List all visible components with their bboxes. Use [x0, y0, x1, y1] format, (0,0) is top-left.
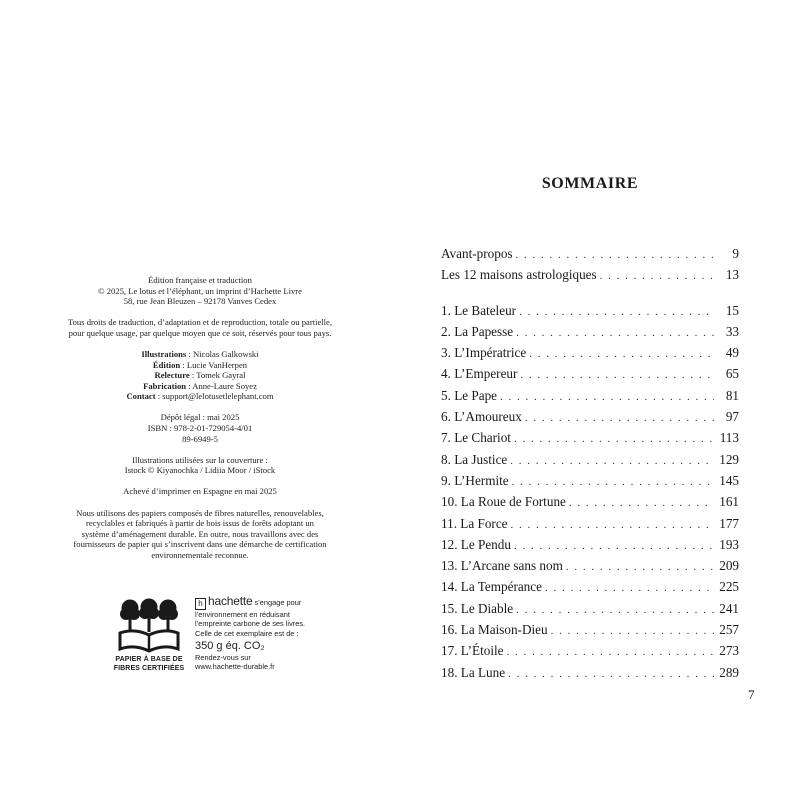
- dot-leader: [507, 646, 714, 658]
- toc-entry: [441, 366, 739, 387]
- commitment-text: Celle de cet exemplaire est de :: [195, 628, 299, 638]
- dot-leader: [514, 433, 714, 445]
- toc-entry-page: 161: [719, 494, 739, 510]
- toc-entry-page: 9: [732, 246, 739, 261]
- trees-book-icon: [118, 597, 180, 653]
- isbn: ISBN : 978-2-01-729054-4/01: [147, 423, 253, 434]
- printed-block: [14, 486, 386, 497]
- dot-leader: [516, 327, 714, 339]
- logo-caption-line: FIBRES CERTIFIÉES: [113, 665, 185, 672]
- paper-line: recyclables et fabriqués à partir de bois issus de forêts adoptant un: [86, 518, 314, 529]
- paper-line: fournisseurs de papier qui s’inscrivent dans une démarche de certification: [73, 539, 327, 550]
- rights-line: pour quelque usage, par quelque moyen que ce soit, réservés pour tous pays.: [68, 327, 332, 338]
- toc-entry-label: 12. Le Pendu: [441, 536, 511, 552]
- toc-entry: [441, 388, 739, 409]
- toc-entry-page: 65: [725, 366, 739, 382]
- dot-leader: [500, 391, 714, 403]
- dot-leader: [511, 519, 714, 531]
- printed-line: Achevé d’imprimer en Espagne en mai 2025: [123, 486, 277, 497]
- toc-entry-page: 81: [725, 387, 739, 403]
- credit-role: Édition: [152, 359, 181, 370]
- toc-entry-page: 289: [719, 664, 739, 680]
- certified-fibres-logo: [108, 597, 190, 683]
- edition-block: [14, 275, 386, 307]
- dot-leader: [525, 412, 714, 424]
- toc-entry: [441, 345, 739, 366]
- dot-leader: [516, 604, 714, 616]
- toc-entry-page: 193: [719, 536, 739, 552]
- toc-entry: [441, 516, 739, 537]
- logo-caption: [108, 655, 190, 673]
- dot-leader: [551, 625, 714, 637]
- dot-leader: [508, 668, 714, 680]
- toc-entry: [441, 246, 739, 267]
- print-code: 89-6949-5: [182, 433, 218, 444]
- cover-credit-line: Illustrations utilisées sur la couverture :: [132, 454, 268, 465]
- credit-name: : support@lelotusetlelephant.com: [155, 391, 274, 402]
- paper-line: environnementale reconnue.: [151, 549, 249, 560]
- credit-role: Fabrication: [143, 380, 187, 391]
- dot-leader: [516, 249, 714, 261]
- toc-entry-label: 14. La Tempérance: [441, 579, 542, 595]
- eco-label: [108, 594, 338, 687]
- toc-entry-page: 257: [719, 622, 739, 638]
- toc-entry-label: 18. La Lune: [441, 664, 506, 680]
- toc-entry-label: 8. La Justice: [441, 451, 508, 467]
- contents-page: [400, 0, 800, 800]
- toc-entry-label: Les 12 maisons astrologiques: [441, 267, 597, 283]
- toc-entry: [441, 473, 739, 494]
- credit-name: : Lucie VanHerpen: [180, 359, 248, 370]
- credit-role: Contact: [126, 391, 156, 402]
- toc-entry-page: 209: [719, 558, 739, 574]
- toc-entry-label: 4. L’Empereur: [441, 366, 518, 382]
- toc-entry: [441, 303, 739, 324]
- toc-entry-page: 129: [719, 451, 739, 467]
- toc-entry-page: 273: [719, 643, 739, 659]
- toc-entry-page: 241: [719, 600, 739, 616]
- toc-entry: [441, 579, 739, 600]
- credit-line: [14, 391, 386, 402]
- toc-entry-page: 145: [719, 472, 739, 488]
- toc-entry-label: Avant-propos: [441, 246, 513, 261]
- hachette-logo: hachette: [208, 594, 253, 608]
- toc-entry-page: 33: [725, 323, 739, 339]
- toc-entry-label: 7. Le Chariot: [441, 430, 511, 446]
- dot-leader: [600, 270, 714, 282]
- toc-entry-page: 113: [719, 430, 739, 446]
- toc-entry: [441, 622, 739, 643]
- toc-entry-page: 97: [725, 409, 739, 425]
- brand-row: [195, 594, 335, 610]
- toc-entry: [441, 601, 739, 622]
- hachette-logo-mark: h: [195, 598, 206, 610]
- toc-entry: [441, 643, 739, 664]
- toc-entry-page: 13: [725, 267, 739, 283]
- credit-line: [14, 381, 386, 392]
- toc-entry: [441, 452, 739, 473]
- toc-entry-label: 16. La Maison-Dieu: [441, 622, 548, 638]
- toc-entry-label: 5. Le Pape: [441, 387, 498, 403]
- toc-entry: [441, 324, 739, 345]
- toc-entry-label: 11. La Force: [441, 515, 508, 531]
- toc-entry: [441, 537, 739, 558]
- toc-entry-label: 10. La Roue de Fortune: [441, 494, 566, 510]
- cover-credit-line: Istock © Kiyanochka / Lidiia Moor / iStock: [124, 465, 276, 476]
- dot-leader: [514, 540, 714, 552]
- legal-deposit: Dépôt légal : mai 2025: [160, 412, 240, 423]
- toc-entry: [441, 267, 739, 288]
- toc-entry-label: 13. L’Arcane sans nom: [441, 558, 563, 574]
- toc-entry: [441, 558, 739, 579]
- toc-entry: [441, 665, 739, 686]
- logo-caption-line: PAPIER À BASE DE: [115, 656, 183, 663]
- paper-line: système d’aménagement durable. En outre, nous travaillons avec des: [81, 528, 319, 539]
- toc-entry: [441, 430, 739, 451]
- rights-block: [14, 317, 386, 338]
- cover-credits: [14, 455, 386, 476]
- toc-entry-label: 2. La Papesse: [441, 323, 514, 339]
- legal-block: [14, 412, 386, 444]
- toc-entry: [441, 494, 739, 515]
- credit-name: : Anne-Laure Soyez: [186, 380, 257, 391]
- toc-entry-label: 3. L’Impératrice: [441, 345, 527, 361]
- dot-leader: [512, 476, 714, 488]
- dot-leader: [510, 455, 714, 467]
- commitment-text: s’engage pour: [254, 598, 302, 607]
- colophon: [14, 275, 386, 571]
- page-title: SOMMAIRE: [541, 175, 639, 192]
- credit-line: [14, 349, 386, 360]
- commitment-text: Rendez-vous sur: [195, 652, 251, 662]
- toc-entry-page: 225: [719, 579, 739, 595]
- dot-leader: [545, 582, 714, 594]
- hachette-commitment: [195, 594, 335, 672]
- toc-entry-label: 6. L’Amoureux: [441, 409, 522, 425]
- commitment-text: l’empreinte carbone de ses livres.: [195, 619, 306, 629]
- toc-entry-label: 15. Le Diable: [441, 600, 514, 616]
- toc-entry-label: 17. L’Étoile: [441, 643, 504, 659]
- dot-leader: [520, 369, 714, 381]
- edition-line: 58, rue Jean Bleuzen – 92178 Vanves Cedex: [123, 296, 277, 307]
- website-link: www.hachette-durable.fr: [195, 662, 275, 672]
- paper-block: [14, 508, 386, 561]
- rights-line: Tous droits de traduction, d’adaptation et de reproduction, totale ou partielle,: [67, 317, 333, 328]
- credits-block: [14, 349, 386, 402]
- dot-leader: [566, 561, 714, 573]
- credit-line: [14, 360, 386, 371]
- toc-entry-label: 1. Le Bateleur: [441, 302, 517, 318]
- page-number: 7: [748, 687, 755, 702]
- edition-line: Édition française et traduction: [148, 275, 252, 285]
- commitment-text: l’environnement en réduisant: [195, 610, 290, 619]
- edition-line: © 2025, Le lotus et l’éléphant, un imprint d’Hachette Livre: [98, 285, 302, 296]
- toc-entry-page: 49: [725, 345, 739, 361]
- credit-name: : Nicolas Galkowski: [186, 348, 259, 359]
- credit-role: Illustrations: [141, 348, 187, 359]
- carbon-amount: 350 g éq. CO₂: [195, 639, 265, 652]
- table-of-contents: [441, 246, 739, 686]
- toc-entry: [441, 409, 739, 430]
- toc-entry-page: 177: [719, 515, 739, 531]
- toc-entry-label: 9. L’Hermite: [441, 472, 509, 488]
- credit-name: : Tomek Gayral: [189, 370, 246, 381]
- toc-spacer: [441, 289, 739, 303]
- dot-leader: [529, 348, 714, 360]
- toc-entry-page: 15: [725, 302, 739, 318]
- dot-leader: [519, 306, 714, 318]
- dot-leader: [569, 497, 714, 509]
- credit-role: Relecture: [154, 370, 190, 381]
- credit-line: [14, 370, 386, 381]
- paper-line: Nous utilisons des papiers composés de fibres naturelles, renouvelables,: [76, 507, 324, 518]
